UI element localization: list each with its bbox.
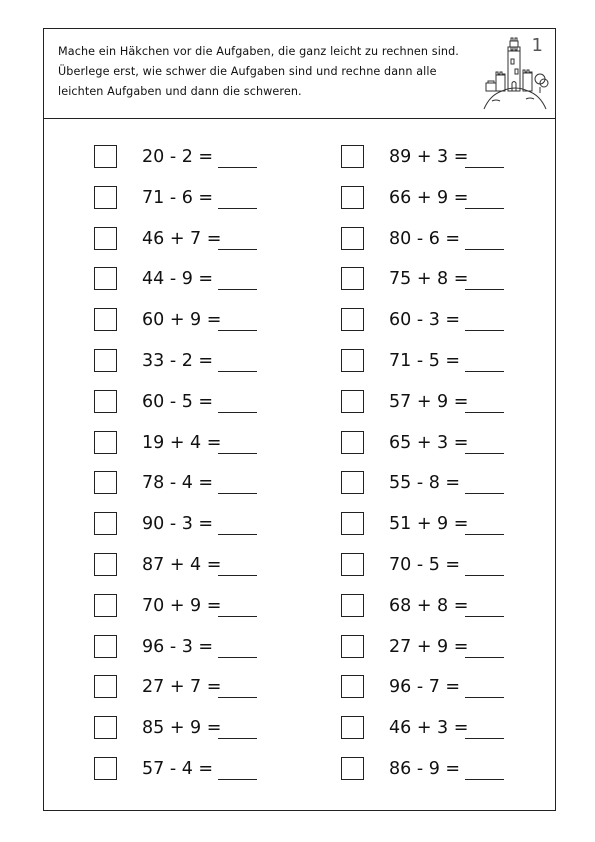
answer-blank[interactable] bbox=[218, 371, 257, 372]
answer-blank[interactable] bbox=[465, 167, 504, 168]
task-expression: 46 + 3 = bbox=[389, 718, 469, 738]
task-expression: 55 - 8 = bbox=[389, 473, 461, 493]
task-checkbox[interactable] bbox=[94, 390, 117, 413]
task-row bbox=[341, 349, 511, 375]
answer-blank[interactable] bbox=[218, 412, 257, 413]
task-checkbox[interactable] bbox=[94, 349, 117, 372]
task-row bbox=[94, 512, 264, 538]
task-expression: 78 - 4 = bbox=[142, 473, 214, 493]
answer-blank[interactable] bbox=[218, 208, 257, 209]
task-checkbox[interactable] bbox=[94, 186, 117, 209]
instruction-line-2: Überlege erst, wie schwer die Aufgaben sind und rechne dann alle bbox=[58, 65, 437, 78]
answer-blank[interactable] bbox=[218, 657, 257, 658]
task-checkbox[interactable] bbox=[94, 145, 117, 168]
answer-blank[interactable] bbox=[218, 575, 257, 576]
task-expression: 80 - 6 = bbox=[389, 229, 461, 249]
answer-blank[interactable] bbox=[465, 330, 504, 331]
answer-blank[interactable] bbox=[465, 289, 504, 290]
answer-blank[interactable] bbox=[218, 289, 257, 290]
task-expression: 75 + 8 = bbox=[389, 269, 469, 289]
task-row bbox=[94, 431, 264, 457]
task-row bbox=[341, 308, 511, 334]
task-checkbox[interactable] bbox=[94, 471, 117, 494]
answer-blank[interactable] bbox=[218, 330, 257, 331]
answer-blank[interactable] bbox=[465, 575, 504, 576]
answer-blank[interactable] bbox=[218, 493, 257, 494]
task-row bbox=[341, 635, 511, 661]
task-row bbox=[341, 594, 511, 620]
task-checkbox[interactable] bbox=[94, 512, 117, 535]
task-expression: 44 - 9 = bbox=[142, 269, 214, 289]
instruction-line-1: Mache ein Häkchen vor die Aufgaben, die ganz leicht zu rechnen sind. bbox=[58, 45, 459, 58]
task-expression: 71 - 5 = bbox=[389, 351, 461, 371]
task-row bbox=[94, 716, 264, 742]
task-expression: 51 + 9 = bbox=[389, 514, 469, 534]
answer-blank[interactable] bbox=[218, 616, 257, 617]
answer-blank[interactable] bbox=[218, 779, 257, 780]
task-row bbox=[94, 145, 264, 171]
task-checkbox[interactable] bbox=[341, 716, 364, 739]
task-checkbox[interactable] bbox=[341, 267, 364, 290]
task-checkbox[interactable] bbox=[94, 553, 117, 576]
task-row bbox=[94, 186, 264, 212]
task-row bbox=[94, 390, 264, 416]
answer-blank[interactable] bbox=[218, 697, 257, 698]
task-expression: 60 - 5 = bbox=[142, 392, 214, 412]
task-checkbox[interactable] bbox=[94, 757, 117, 780]
task-expression: 90 - 3 = bbox=[142, 514, 214, 534]
answer-blank[interactable] bbox=[218, 249, 257, 250]
task-expression: 27 + 9 = bbox=[389, 637, 469, 657]
task-row bbox=[94, 267, 264, 293]
task-checkbox[interactable] bbox=[341, 512, 364, 535]
task-row bbox=[341, 267, 511, 293]
task-row bbox=[341, 431, 511, 457]
task-row bbox=[94, 757, 264, 783]
task-checkbox[interactable] bbox=[94, 431, 117, 454]
task-row bbox=[341, 757, 511, 783]
task-checkbox[interactable] bbox=[341, 308, 364, 331]
answer-blank[interactable] bbox=[218, 453, 257, 454]
task-checkbox[interactable] bbox=[341, 349, 364, 372]
task-checkbox[interactable] bbox=[341, 757, 364, 780]
task-expression: 89 + 3 = bbox=[389, 147, 469, 167]
task-row bbox=[94, 349, 264, 375]
task-expression: 70 + 9 = bbox=[142, 596, 222, 616]
task-checkbox[interactable] bbox=[341, 145, 364, 168]
task-expression: 60 + 9 = bbox=[142, 310, 222, 330]
task-expression: 87 + 4 = bbox=[142, 555, 222, 575]
task-row bbox=[94, 308, 264, 334]
answer-blank[interactable] bbox=[218, 738, 257, 739]
instructions-text bbox=[58, 42, 498, 102]
task-row bbox=[341, 145, 511, 171]
task-row bbox=[341, 716, 511, 742]
task-checkbox[interactable] bbox=[341, 635, 364, 658]
task-checkbox[interactable] bbox=[94, 716, 117, 739]
task-checkbox[interactable] bbox=[341, 675, 364, 698]
task-expression: 65 + 3 = bbox=[389, 433, 469, 453]
answer-blank[interactable] bbox=[465, 779, 504, 780]
task-expression: 20 - 2 = bbox=[142, 147, 214, 167]
task-checkbox[interactable] bbox=[94, 594, 117, 617]
instruction-header bbox=[44, 29, 555, 119]
task-checkbox[interactable] bbox=[341, 390, 364, 413]
task-row bbox=[341, 227, 511, 253]
task-checkbox[interactable] bbox=[94, 635, 117, 658]
task-row bbox=[341, 553, 511, 579]
task-expression: 57 - 4 = bbox=[142, 759, 214, 779]
answer-blank[interactable] bbox=[465, 371, 504, 372]
task-expression: 85 + 9 = bbox=[142, 718, 222, 738]
answer-blank[interactable] bbox=[465, 453, 504, 454]
task-expression: 33 - 2 = bbox=[142, 351, 214, 371]
task-checkbox[interactable] bbox=[341, 431, 364, 454]
task-row bbox=[341, 186, 511, 212]
answer-blank[interactable] bbox=[218, 167, 257, 168]
task-checkbox[interactable] bbox=[341, 553, 364, 576]
task-checkbox[interactable] bbox=[341, 594, 364, 617]
task-row bbox=[94, 675, 264, 701]
task-expression: 68 + 8 = bbox=[389, 596, 469, 616]
task-checkbox[interactable] bbox=[341, 471, 364, 494]
task-expression: 27 + 7 = bbox=[142, 677, 222, 697]
answer-blank[interactable] bbox=[465, 738, 504, 739]
task-row bbox=[341, 390, 511, 416]
task-row bbox=[341, 512, 511, 538]
answer-blank[interactable] bbox=[465, 249, 504, 250]
page-number: 1 bbox=[531, 35, 543, 56]
answer-blank[interactable] bbox=[465, 657, 504, 658]
answer-blank[interactable] bbox=[465, 534, 504, 535]
task-expression: 46 + 7 = bbox=[142, 229, 222, 249]
task-expression: 57 + 9 = bbox=[389, 392, 469, 412]
task-checkbox[interactable] bbox=[94, 675, 117, 698]
task-expression: 19 + 4 = bbox=[142, 433, 222, 453]
task-expression: 66 + 9 = bbox=[389, 188, 469, 208]
task-expression: 96 - 3 = bbox=[142, 637, 214, 657]
answer-blank[interactable] bbox=[465, 493, 504, 494]
task-checkbox[interactable] bbox=[341, 227, 364, 250]
task-checkbox[interactable] bbox=[94, 308, 117, 331]
task-expression: 71 - 6 = bbox=[142, 188, 214, 208]
task-row bbox=[341, 675, 511, 701]
task-expression: 86 - 9 = bbox=[389, 759, 461, 779]
answer-blank[interactable] bbox=[465, 616, 504, 617]
task-expression: 70 - 5 = bbox=[389, 555, 461, 575]
answer-blank[interactable] bbox=[218, 534, 257, 535]
answer-blank[interactable] bbox=[465, 412, 504, 413]
task-checkbox[interactable] bbox=[341, 186, 364, 209]
task-row bbox=[94, 553, 264, 579]
task-row bbox=[94, 635, 264, 661]
answer-blank[interactable] bbox=[465, 208, 504, 209]
task-expression: 96 - 7 = bbox=[389, 677, 461, 697]
task-checkbox[interactable] bbox=[94, 267, 117, 290]
task-row bbox=[94, 227, 264, 253]
task-row bbox=[94, 471, 264, 497]
answer-blank[interactable] bbox=[465, 697, 504, 698]
task-expression: 60 - 3 = bbox=[389, 310, 461, 330]
task-checkbox[interactable] bbox=[94, 227, 117, 250]
task-row bbox=[341, 471, 511, 497]
task-row bbox=[94, 594, 264, 620]
instruction-line-3: leichten Aufgaben und dann die schweren. bbox=[58, 85, 302, 98]
